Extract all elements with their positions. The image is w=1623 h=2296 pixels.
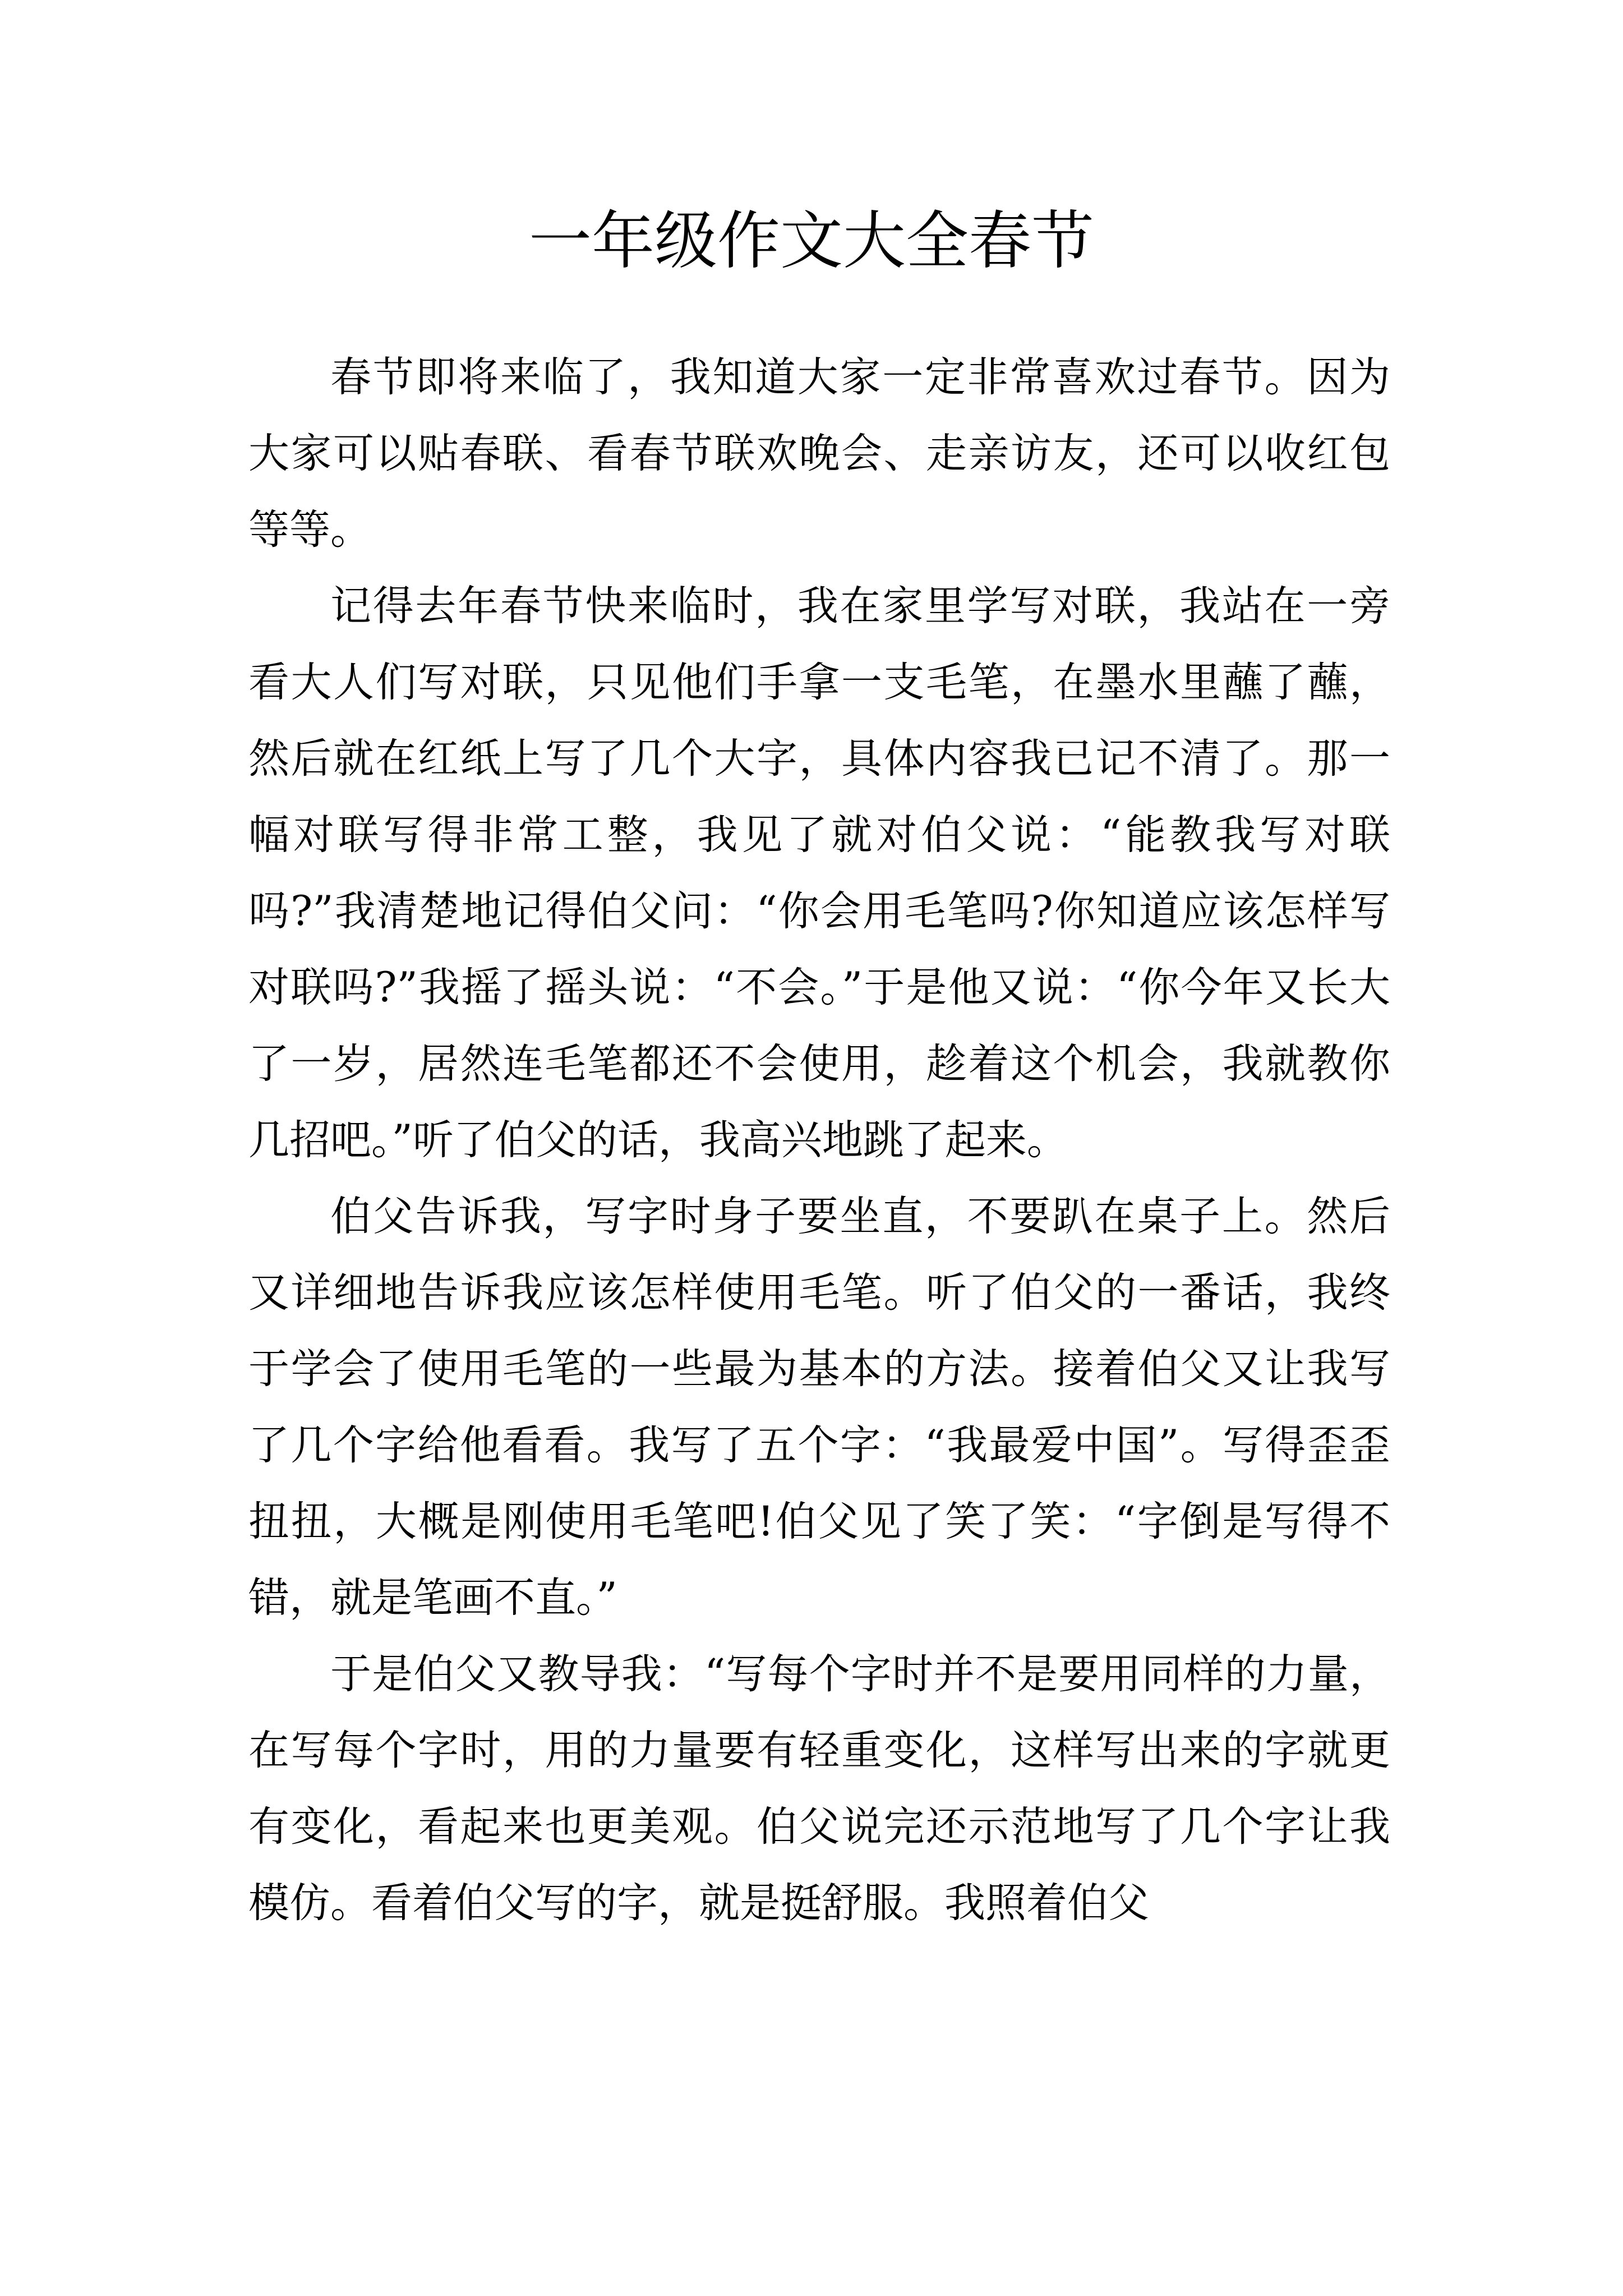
paragraph: 伯父告诉我，写字时身子要坐直，不要趴在桌子上。然后又详细地告诉我应该怎样使用毛笔。听了伯父的一番话，我终于学会了使用毛笔的一些最为基本的方法。接着伯父又让我写了几个字给他看看。我写了五个字：“我最爱中国”。写得歪歪扭扭，大概是刚使用毛笔吧!伯父见了笑了笑：“字倒是写得不错，就是笔画不直。” — [248, 1193, 1390, 1622]
document-body — [248, 339, 1390, 1941]
paragraph: 春节即将来临了，我知道大家一定非常喜欢过春节。因为大家可以贴春联、看春节联欢晚会、走亲访友，还可以收红包等等。 — [248, 353, 1390, 554]
document-title: 一年级作文大全春节 — [529, 205, 1094, 278]
paragraph: 于是伯父又教导我：“写每个字时并不是要用同样的力量，在写每个字时，用的力量要有轻重变化，这样写出来的字就更有变化，看起来也更美观。伯父说完还示范地写了几个字让我模仿。看着伯父写的字，就是挺舒服。我照着伯父 — [248, 1650, 1390, 1927]
paragraph: 记得去年春节快来临时，我在家里学写对联，我站在一旁看大人们写对联，只见他们手拿一支毛笔，在墨水里蘸了蘸，然后就在红纸上写了几个大字，具体内容我已记不清了。那一幅对联写得非常工整，我见了就对伯父说：“能教我写对联吗?”我清楚地记得伯父问：“你会用毛笔吗?你知道应该怎样写对联吗?”我摇了摇头说：“不会。”于是他又说：“你今年又长大了一岁，居然连毛笔都还不会使用，趁着这个机会，我就教你几招吧。”听了伯父的话，我高兴地跳了起来。 — [248, 582, 1390, 1164]
